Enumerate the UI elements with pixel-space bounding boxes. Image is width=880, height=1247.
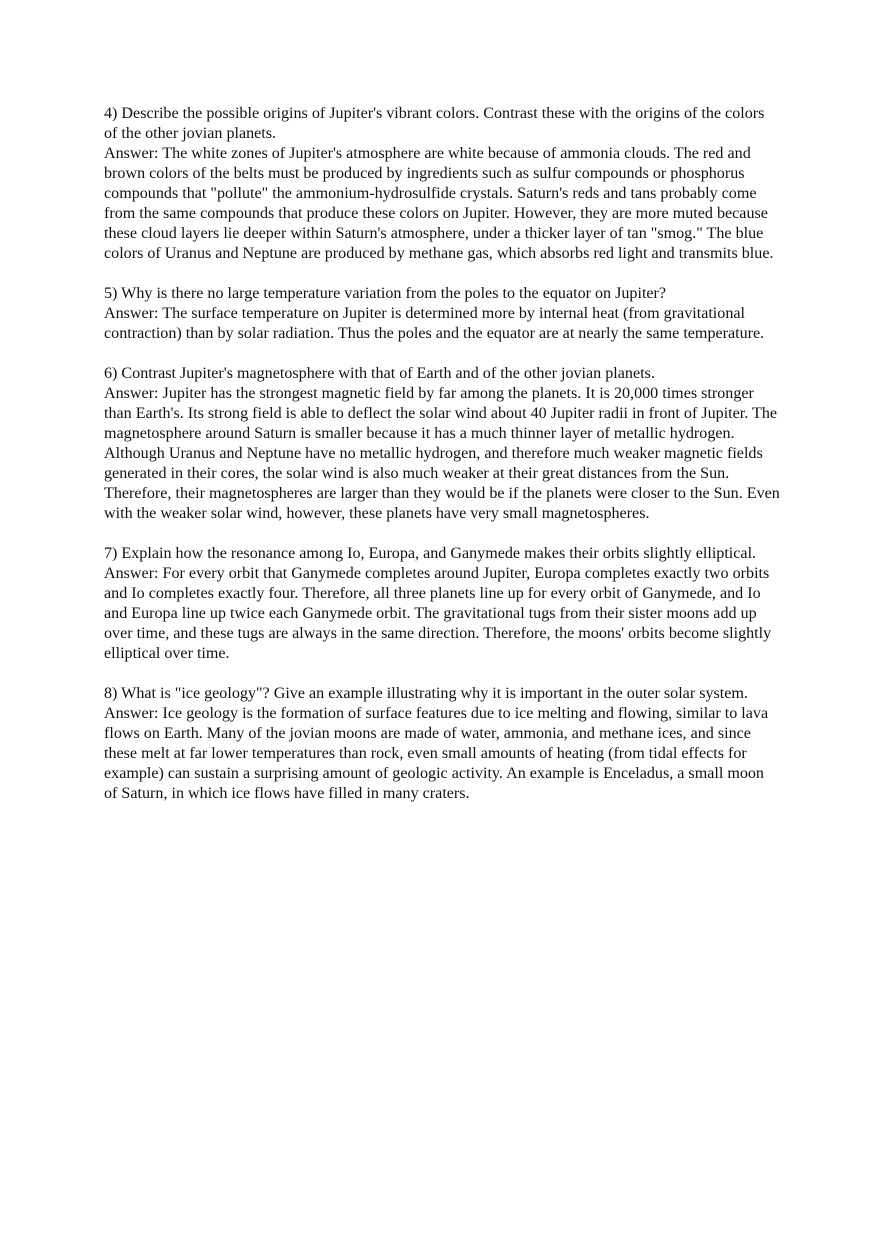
document-body	[104, 104, 780, 824]
question-text: 6) Contrast Jupiter's magnetosphere with that of Earth and of the other jovian planets.	[104, 365, 655, 382]
question-block-8	[104, 684, 780, 804]
question-text: 5) Why is there no large temperature variation from the poles to the equator on Jupiter?	[104, 285, 667, 302]
answer-text: Answer: The surface temperature on Jupiter is determined more by internal heat (from gravitational contraction) than by solar radiation. Thus the poles and the equator are at nearly the same temperature.	[104, 305, 765, 342]
question-text: 4) Describe the possible origins of Jupiter's vibrant colors. Contrast these with the origins of the colors of the other jovian planets.	[104, 105, 765, 142]
question-block-6	[104, 364, 780, 524]
answer-text: Answer: The white zones of Jupiter's atmosphere are white because of ammonia clouds. The red and brown colors of the belts must be produced by ingredients such as sulfur compounds or phosphorus compounds that "pollute" the ammonium-hydrosulfide crystals. Saturn's reds and tans probably come from the same compounds that produce these colors on Jupiter. However, they are more muted because these cloud layers lie deeper within Saturn's atmosphere, under a thicker layer of tan "smog." The blue colors of Uranus and Neptune are produced by methane gas, which absorbs red light and transmits blue.	[104, 145, 774, 262]
question-block-7	[104, 544, 780, 664]
answer-text: Answer: Jupiter has the strongest magnetic field by far among the planets. It is 20,000 times stronger than Earth's. Its strong field is able to deflect the solar wind about 40 Jupiter radii in front of Jupiter. The magnetosphere around Saturn is smaller because it has a much thinner layer of metallic hydrogen. Although Uranus and Neptune have no metallic hydrogen, and therefore much weaker magnetic fields generated in their cores, the solar wind is also much weaker at their great distances from the Sun. Therefore, their magnetospheres are larger than they would be if the planets were closer to the Sun. Even with the weaker solar wind, however, these planets have very small magnetospheres.	[104, 385, 780, 522]
question-text: 8) What is "ice geology"? Give an example illustrating why it is important in the outer solar system.	[104, 685, 748, 702]
answer-text: Answer: For every orbit that Ganymede completes around Jupiter, Europa completes exactly two orbits and Io completes exactly four. Therefore, all three planets line up for every orbit of Ganymede, and Io and Europa line up twice each Ganymede orbit. The gravitational tugs from their sister moons add up over time, and these tugs are always in the same direction. Therefore, the moons' orbits become slightly elliptical over time.	[104, 565, 772, 662]
question-block-4	[104, 104, 780, 264]
question-text: 7) Explain how the resonance among Io, Europa, and Ganymede makes their orbits slightly elliptical.	[104, 545, 757, 562]
question-block-5	[104, 284, 780, 344]
answer-text: Answer: Ice geology is the formation of surface features due to ice melting and flowing, similar to lava flows on Earth. Many of the jovian moons are made of water, ammonia, and methane ices, and since these melt at far lower temperatures than rock, even small amounts of heating (from tidal effects for example) can sustain a surprising amount of geologic activity. An example is Enceladus, a small moon of Saturn, in which ice flows have filled in many craters.	[104, 705, 769, 802]
